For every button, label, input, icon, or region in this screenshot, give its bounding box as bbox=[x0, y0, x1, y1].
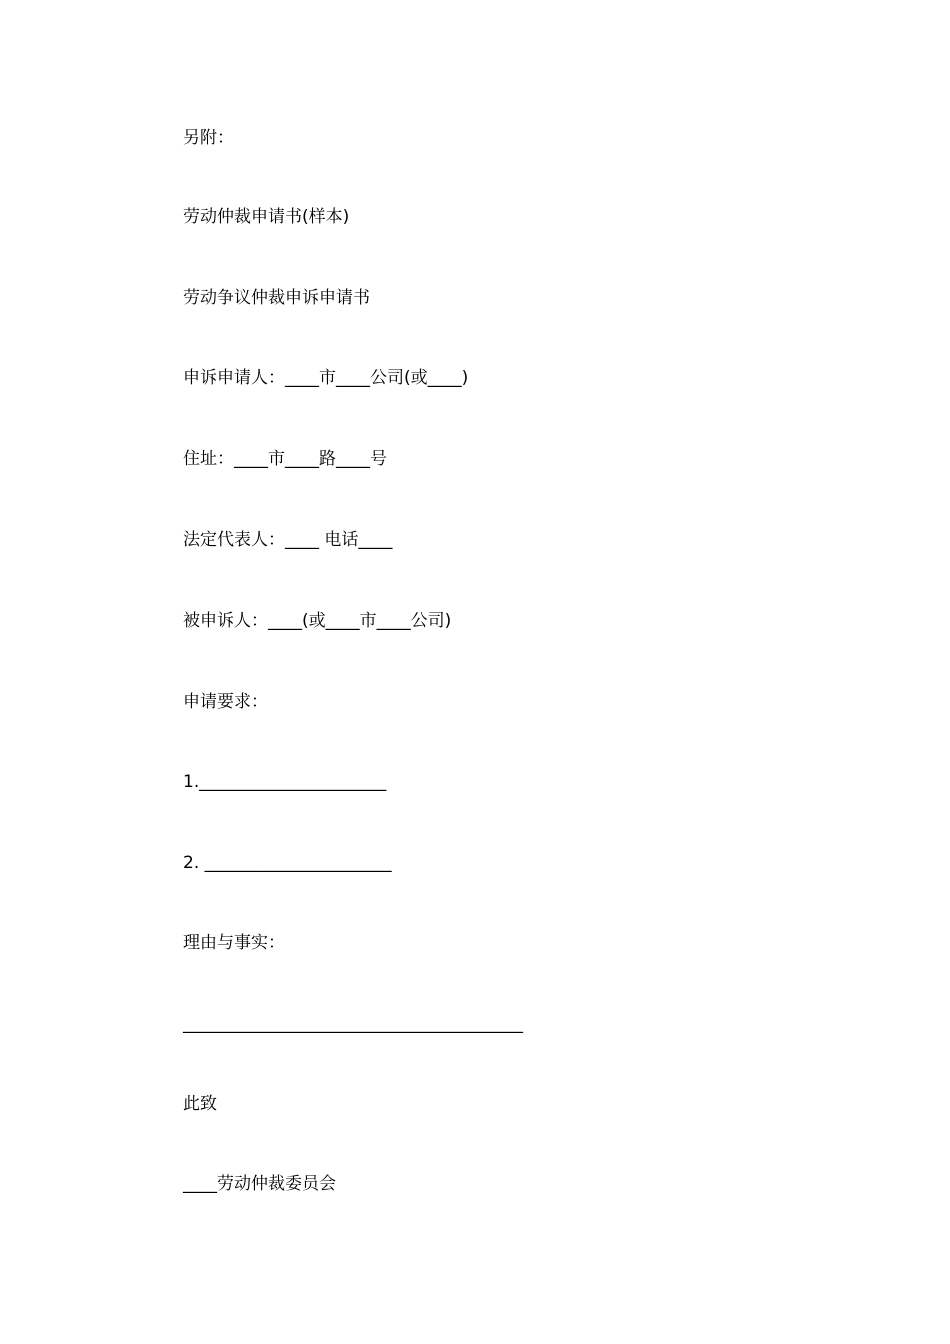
request-item-1: 1.______________________ bbox=[183, 772, 387, 792]
request-item-2: 2. ______________________ bbox=[183, 853, 392, 873]
applicant-line: 申诉申请人：____市____公司(或____) bbox=[183, 368, 469, 388]
legal-representative-line: 法定代表人：____ 电话____ bbox=[183, 530, 393, 550]
committee-line: ____劳动仲裁委员会 bbox=[183, 1174, 336, 1194]
requests-heading: 申请要求： bbox=[183, 692, 268, 712]
attachment-heading: 另附： bbox=[183, 128, 234, 148]
form-title: 劳动争议仲裁申诉申请书 bbox=[183, 288, 370, 308]
reasons-blank: ________________________________________ bbox=[183, 1014, 523, 1034]
respondent-line: 被申诉人：____(或____市____公司) bbox=[183, 611, 452, 631]
reasons-heading: 理由与事实： bbox=[183, 933, 285, 953]
sample-title: 劳动仲裁申请书(样本) bbox=[183, 207, 350, 227]
salutation: 此致 bbox=[183, 1094, 217, 1114]
address-line: 住址：____市____路____号 bbox=[183, 449, 387, 469]
